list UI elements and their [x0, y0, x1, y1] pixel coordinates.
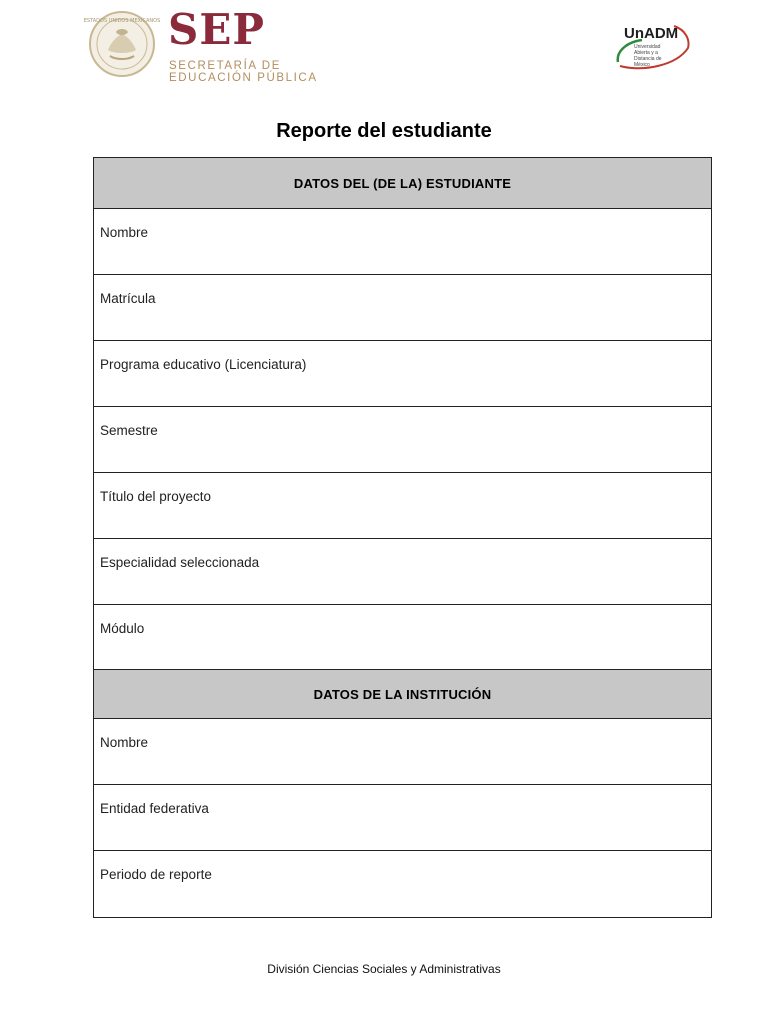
- svg-text:ESTADOS UNIDOS MEXICANOS: ESTADOS UNIDOS MEXICANOS: [83, 18, 161, 24]
- sep-subtitle-line1: SECRETARÍA DE: [169, 60, 281, 72]
- unadm-tagline: Universidad Abierta y a Distancia de México: [634, 44, 662, 68]
- field-institution-name[interactable]: Nombre: [94, 719, 711, 785]
- student-section-header: DATOS DEL (DE LA) ESTUDIANTE: [94, 158, 711, 209]
- institution-section-header: DATOS DE LA INSTITUCIÓN: [94, 670, 711, 719]
- national-seal-icon: [83, 10, 161, 78]
- sep-logo: [83, 5, 318, 84]
- footer-division: División Ciencias Sociales y Administrativas: [267, 962, 501, 976]
- document-title: Reporte del estudiante: [276, 120, 492, 142]
- field-program[interactable]: Programa educativo (Licenciatura): [94, 341, 711, 407]
- sep-wordmark: SEP: [168, 5, 265, 54]
- field-report-period[interactable]: Periodo de reporte: [100, 867, 212, 882]
- field-project-title[interactable]: Título del proyecto: [94, 473, 711, 539]
- unadm-logo: [612, 18, 696, 74]
- unadm-wordmark: UnADM: [624, 25, 679, 42]
- student-report-form: [93, 157, 712, 918]
- field-specialty[interactable]: Especialidad seleccionada: [94, 539, 711, 605]
- field-semester[interactable]: Semestre: [94, 407, 711, 473]
- field-federal-entity[interactable]: Entidad federativa: [94, 785, 711, 851]
- field-student-name[interactable]: Nombre: [94, 209, 711, 275]
- field-matricula[interactable]: Matrícula: [94, 275, 711, 341]
- sep-subtitle-line2: EDUCACIÓN PÚBLICA: [169, 72, 318, 84]
- sep-subtitle: [169, 60, 318, 84]
- field-module[interactable]: Módulo: [94, 605, 711, 670]
